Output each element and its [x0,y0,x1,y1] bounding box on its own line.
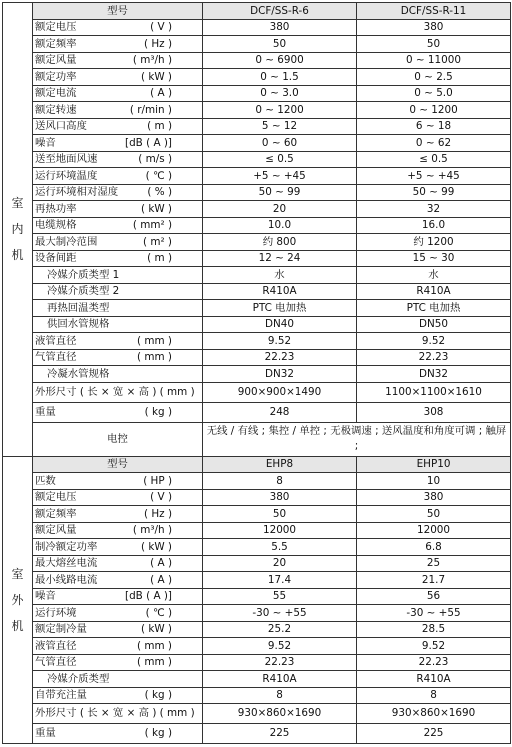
indoor-spec-unit: ( ℃ ) [145,169,172,182]
outdoor-spec-name-cell [33,522,203,539]
indoor-spec-row [3,118,511,135]
outdoor-spec-name: 额定频率 [35,507,77,520]
outdoor-spec-value: 930×860×1690 [357,704,511,724]
indoor-spec-name-cell [33,36,203,53]
indoor-spec-row [3,85,511,102]
indoor-spec-name: 再热功率 [35,202,77,215]
indoor-section-char: 室 [11,196,24,211]
outdoor-spec-value: 12000 [357,522,511,539]
indoor-spec-name: 运行环境相对湿度 [35,186,119,199]
indoor-spec-value: 50 [357,36,511,53]
indoor-section-char: 机 [11,248,24,263]
indoor-spec-value: 0 ~ 11000 [357,52,511,69]
outdoor-spec-unit: ( A ) [150,573,172,586]
indoor-spec-unit: ( mm² ) [132,219,172,232]
outdoor-spec-name-cell [33,704,203,724]
outdoor-spec-name: 噪音 [35,590,56,603]
indoor-spec-unit: ( A ) [150,87,172,100]
outdoor-spec-row [3,671,511,688]
indoor-spec-value: 380 [203,19,357,36]
outdoor-spec-value: 930×860×1690 [203,704,357,724]
indoor-spec-name-cell [33,201,203,218]
indoor-spec-value: 0 ~ 62 [357,135,511,152]
outdoor-spec-name: 运行环境 [35,606,77,619]
indoor-spec-row [3,333,511,350]
indoor-spec-value: 50 ~ 99 [357,184,511,201]
indoor-spec-value: 32 [357,201,511,218]
spec-sheet [2,2,510,745]
outdoor-spec-name: 外形尺寸 ( 长 × 宽 × 高 ) ( mm ) [35,707,195,720]
outdoor-model-name: EHP8 [203,456,357,473]
outdoor-spec-value: -30 ~ +55 [357,605,511,622]
indoor-spec-row [3,168,511,185]
outdoor-spec-name-cell [33,572,203,589]
outdoor-spec-name: 液管直径 [35,639,77,652]
indoor-spec-name: 额定风量 [35,54,77,67]
indoor-spec-value: 12 ~ 24 [203,250,357,267]
indoor-spec-value: 308 [357,402,511,422]
indoor-spec-value: 1100×1100×1610 [357,382,511,402]
indoor-spec-name: 额定转速 [35,103,77,116]
outdoor-spec-row [3,638,511,655]
indoor-spec-row [3,366,511,383]
outdoor-spec-name-cell [33,638,203,655]
indoor-spec-row [3,102,511,119]
outdoor-spec-unit: ( mm ) [137,656,172,669]
indoor-spec-value: 0 ~ 1.5 [203,69,357,86]
outdoor-spec-value: 8 [203,473,357,490]
indoor-spec-unit: ( m ) [147,252,172,265]
outdoor-spec-value: R410A [203,671,357,688]
outdoor-spec-name-cell [33,724,203,744]
indoor-spec-row [3,349,511,366]
outdoor-spec-row [3,621,511,638]
outdoor-spec-value: 50 [357,506,511,523]
indoor-header-label: 型号 [33,3,203,20]
indoor-spec-value: ≤ 0.5 [357,151,511,168]
indoor-spec-value: 0 ~ 1200 [357,102,511,119]
indoor-spec-row [3,52,511,69]
outdoor-spec-unit: ( HP ) [143,474,172,487]
outdoor-spec-name: 额定电压 [35,491,77,504]
indoor-spec-value: 0 ~ 2.5 [357,69,511,86]
indoor-spec-value: 50 [203,36,357,53]
indoor-spec-row [3,69,511,86]
indoor-spec-unit: ( kW ) [140,202,172,215]
indoor-spec-name: 送至地面风速 [35,153,98,166]
indoor-spec-unit: ( Hz ) [144,37,172,50]
outdoor-spec-unit: ( Hz ) [144,507,172,520]
indoor-spec-value: 22.23 [203,349,357,366]
indoor-spec-row [3,250,511,267]
indoor-spec-name-cell [33,19,203,36]
outdoor-spec-row [3,506,511,523]
outdoor-spec-value: 20 [203,555,357,572]
outdoor-spec-row [3,704,511,724]
indoor-spec-unit: ( mm ) [137,334,172,347]
outdoor-spec-unit: ( ℃ ) [145,606,172,619]
outdoor-spec-value: 21.7 [357,572,511,589]
outdoor-spec-name-cell [33,539,203,556]
outdoor-spec-name-cell [33,473,203,490]
outdoor-spec-value: 6.8 [357,539,511,556]
indoor-spec-name: 噪音 [35,136,56,149]
indoor-spec-value: ≤ 0.5 [203,151,357,168]
indoor-spec-row [3,267,511,284]
indoor-spec-value: 900×900×1490 [203,382,357,402]
indoor-spec-value: 5 ~ 12 [203,118,357,135]
spec-table-body [3,3,511,744]
indoor-spec-value: DN40 [203,316,357,333]
outdoor-spec-value: 22.23 [203,654,357,671]
indoor-spec-value: 约 800 [203,234,357,251]
indoor-spec-unit: ( m/s ) [138,153,172,166]
outdoor-spec-row [3,522,511,539]
indoor-header-row [3,3,511,20]
indoor-spec-value: 22.23 [357,349,511,366]
indoor-control-text: 无线 / 有线 ; 集控 / 单控 ; 无极调速 ; 送风温度和角度可调 ; 触屏 ; [203,422,511,456]
indoor-spec-unit: ( m³/h ) [132,54,172,67]
outdoor-spec-unit: ( A ) [150,557,172,570]
indoor-model-name: DCF/SS-R-6 [203,3,357,20]
indoor-spec-value: 16.0 [357,217,511,234]
outdoor-spec-row [3,605,511,622]
outdoor-spec-value: 50 [203,506,357,523]
outdoor-spec-unit: ( kg ) [144,727,172,740]
indoor-spec-name-cell [33,135,203,152]
outdoor-spec-value: 17.4 [203,572,357,589]
outdoor-spec-name-cell [33,605,203,622]
indoor-spec-unit: ( % ) [147,186,172,199]
outdoor-spec-name: 最小线路电流 [35,573,98,586]
indoor-model-name: DCF/SS-R-11 [357,3,511,20]
indoor-spec-value: DN50 [357,316,511,333]
indoor-spec-row [3,382,511,402]
outdoor-spec-value: 10 [357,473,511,490]
outdoor-spec-unit: ( mm ) [137,639,172,652]
outdoor-spec-row [3,588,511,605]
indoor-spec-value: 0 ~ 3.0 [203,85,357,102]
indoor-spec-name-cell [33,184,203,201]
outdoor-spec-name-cell [33,654,203,671]
outdoor-spec-unit: ( V ) [150,491,172,504]
outdoor-spec-name-cell [33,687,203,704]
indoor-control-name: 电控 [33,422,203,456]
outdoor-spec-value: 5.5 [203,539,357,556]
outdoor-section-char: 室 [11,566,24,581]
outdoor-spec-value: R410A [357,671,511,688]
indoor-spec-value: 248 [203,402,357,422]
indoor-spec-name-cell [33,168,203,185]
outdoor-spec-value: 225 [203,724,357,744]
outdoor-header-label: 型号 [33,456,203,473]
indoor-spec-value: 约 1200 [357,234,511,251]
indoor-spec-unit: ( m² ) [142,235,172,248]
outdoor-spec-value: 28.5 [357,621,511,638]
indoor-spec-row [3,234,511,251]
indoor-spec-name: 设备间距 [35,252,77,265]
indoor-spec-row [3,135,511,152]
indoor-spec-name-cell [33,349,203,366]
spec-table [2,2,511,744]
indoor-spec-value: +5 ~ +45 [203,168,357,185]
indoor-spec-value: 9.52 [203,333,357,350]
outdoor-spec-row [3,539,511,556]
outdoor-spec-row [3,489,511,506]
outdoor-spec-unit: ( kW ) [140,623,172,636]
outdoor-spec-row [3,724,511,744]
outdoor-spec-unit: ( kW ) [140,540,172,553]
indoor-spec-name: 额定功率 [35,70,77,83]
indoor-spec-name: 气管直径 [35,351,77,364]
outdoor-spec-unit: ( kg ) [144,689,172,702]
indoor-spec-value: 20 [203,201,357,218]
indoor-spec-name: 运行环境温度 [35,169,98,182]
outdoor-spec-value: 55 [203,588,357,605]
indoor-spec-name-cell [33,333,203,350]
indoor-spec-name-cell [33,118,203,135]
indoor-spec-row [3,300,511,317]
outdoor-spec-name: 额定风量 [35,524,77,537]
indoor-spec-unit: ( r/min ) [129,103,172,116]
indoor-spec-name-cell [33,250,203,267]
indoor-spec-name: 再热回温类型 [47,301,110,314]
indoor-spec-name-cell [33,382,203,402]
indoor-spec-value: 0 ~ 6900 [203,52,357,69]
outdoor-spec-value: 25 [357,555,511,572]
indoor-spec-name: 供回水管规格 [47,318,110,331]
indoor-spec-name-cell [33,366,203,383]
indoor-spec-value: 50 ~ 99 [203,184,357,201]
indoor-spec-name: 外形尺寸 ( 长 × 宽 × 高 ) ( mm ) [35,385,195,398]
outdoor-spec-row [3,654,511,671]
indoor-spec-value: 380 [357,19,511,36]
outdoor-spec-name: 重量 [35,727,56,740]
outdoor-spec-name-cell [33,588,203,605]
outdoor-section-char: 机 [11,618,24,633]
indoor-spec-name-cell [33,102,203,119]
indoor-spec-name: 冷媒介质类型 2 [47,285,120,298]
indoor-spec-name: 额定频率 [35,37,77,50]
indoor-spec-name-cell [33,151,203,168]
indoor-spec-unit: ( kg ) [144,405,172,418]
indoor-spec-row [3,316,511,333]
outdoor-spec-name: 自带充注量 [35,689,87,702]
indoor-spec-value: 6 ~ 18 [357,118,511,135]
indoor-spec-name: 冷媒介质类型 1 [47,268,120,281]
outdoor-header-row [3,456,511,473]
indoor-spec-value: 15 ~ 30 [357,250,511,267]
indoor-spec-name-cell [33,316,203,333]
indoor-spec-value: 水 [203,267,357,284]
indoor-spec-unit: ( kW ) [140,70,172,83]
outdoor-spec-row [3,555,511,572]
indoor-spec-name: 额定电压 [35,21,77,34]
outdoor-spec-row [3,473,511,490]
indoor-spec-unit: ( mm ) [137,351,172,364]
outdoor-spec-value: 25.2 [203,621,357,638]
outdoor-spec-value: 8 [357,687,511,704]
indoor-spec-value: 10.0 [203,217,357,234]
outdoor-spec-value: 9.52 [357,638,511,655]
indoor-spec-name-cell [33,267,203,284]
indoor-spec-unit: ( V ) [150,21,172,34]
indoor-spec-name-cell [33,402,203,422]
indoor-spec-name: 电缆规格 [35,219,77,232]
outdoor-spec-value: 380 [203,489,357,506]
outdoor-spec-value: 12000 [203,522,357,539]
indoor-spec-name-cell [33,283,203,300]
indoor-spec-name: 最大制冷范围 [35,235,98,248]
indoor-spec-value: +5 ~ +45 [357,168,511,185]
indoor-spec-unit: [dB ( A )] [125,136,172,149]
indoor-section-char: 内 [11,222,24,237]
indoor-spec-name-cell [33,52,203,69]
outdoor-spec-name: 冷媒介质类型 [47,672,110,685]
indoor-section-label [3,3,33,457]
outdoor-spec-row [3,687,511,704]
outdoor-spec-value: 56 [357,588,511,605]
indoor-control-row [3,422,511,456]
outdoor-model-name: EHP10 [357,456,511,473]
outdoor-spec-value: 380 [357,489,511,506]
indoor-spec-row [3,36,511,53]
indoor-spec-value: DN32 [203,366,357,383]
indoor-spec-name-cell [33,85,203,102]
indoor-spec-value: PTC 电加热 [203,300,357,317]
indoor-spec-value: 水 [357,267,511,284]
outdoor-spec-value: 9.52 [203,638,357,655]
indoor-spec-row [3,283,511,300]
indoor-spec-value: R410A [357,283,511,300]
indoor-spec-name: 冷凝水管规格 [47,367,110,380]
indoor-spec-row [3,217,511,234]
indoor-spec-value: DN32 [357,366,511,383]
indoor-spec-name: 液管直径 [35,334,77,347]
outdoor-section-char: 外 [11,592,24,607]
indoor-spec-name-cell [33,69,203,86]
indoor-spec-row [3,184,511,201]
outdoor-spec-value: 8 [203,687,357,704]
indoor-spec-name-cell [33,300,203,317]
outdoor-spec-name: 最大熔丝电流 [35,557,98,570]
indoor-spec-value: R410A [203,283,357,300]
indoor-spec-row [3,402,511,422]
indoor-spec-name-cell [33,217,203,234]
outdoor-spec-unit: ( m³/h ) [132,524,172,537]
outdoor-spec-value: 225 [357,724,511,744]
indoor-spec-value: PTC 电加热 [357,300,511,317]
indoor-spec-value: 0 ~ 60 [203,135,357,152]
indoor-spec-name: 重量 [35,405,56,418]
indoor-spec-row [3,151,511,168]
indoor-spec-name-cell [33,234,203,251]
indoor-spec-value: 0 ~ 1200 [203,102,357,119]
indoor-spec-unit: ( m ) [147,120,172,133]
outdoor-spec-name: 匹数 [35,474,56,487]
indoor-spec-name: 额定电流 [35,87,77,100]
outdoor-spec-value: 22.23 [357,654,511,671]
outdoor-spec-name-cell [33,489,203,506]
indoor-spec-row [3,201,511,218]
outdoor-spec-name-cell [33,506,203,523]
outdoor-spec-name-cell [33,621,203,638]
indoor-spec-name: 送风口高度 [35,120,87,133]
outdoor-spec-row [3,572,511,589]
outdoor-spec-value: -30 ~ +55 [203,605,357,622]
indoor-spec-value: 0 ~ 5.0 [357,85,511,102]
outdoor-spec-name-cell [33,671,203,688]
outdoor-spec-unit: [dB ( A )] [125,590,172,603]
outdoor-spec-name-cell [33,555,203,572]
indoor-spec-row [3,19,511,36]
outdoor-spec-name: 制冷额定功率 [35,540,98,553]
outdoor-section-label [3,456,33,744]
outdoor-spec-name: 气管直径 [35,656,77,669]
outdoor-spec-name: 额定制冷量 [35,623,87,636]
indoor-spec-value: 9.52 [357,333,511,350]
